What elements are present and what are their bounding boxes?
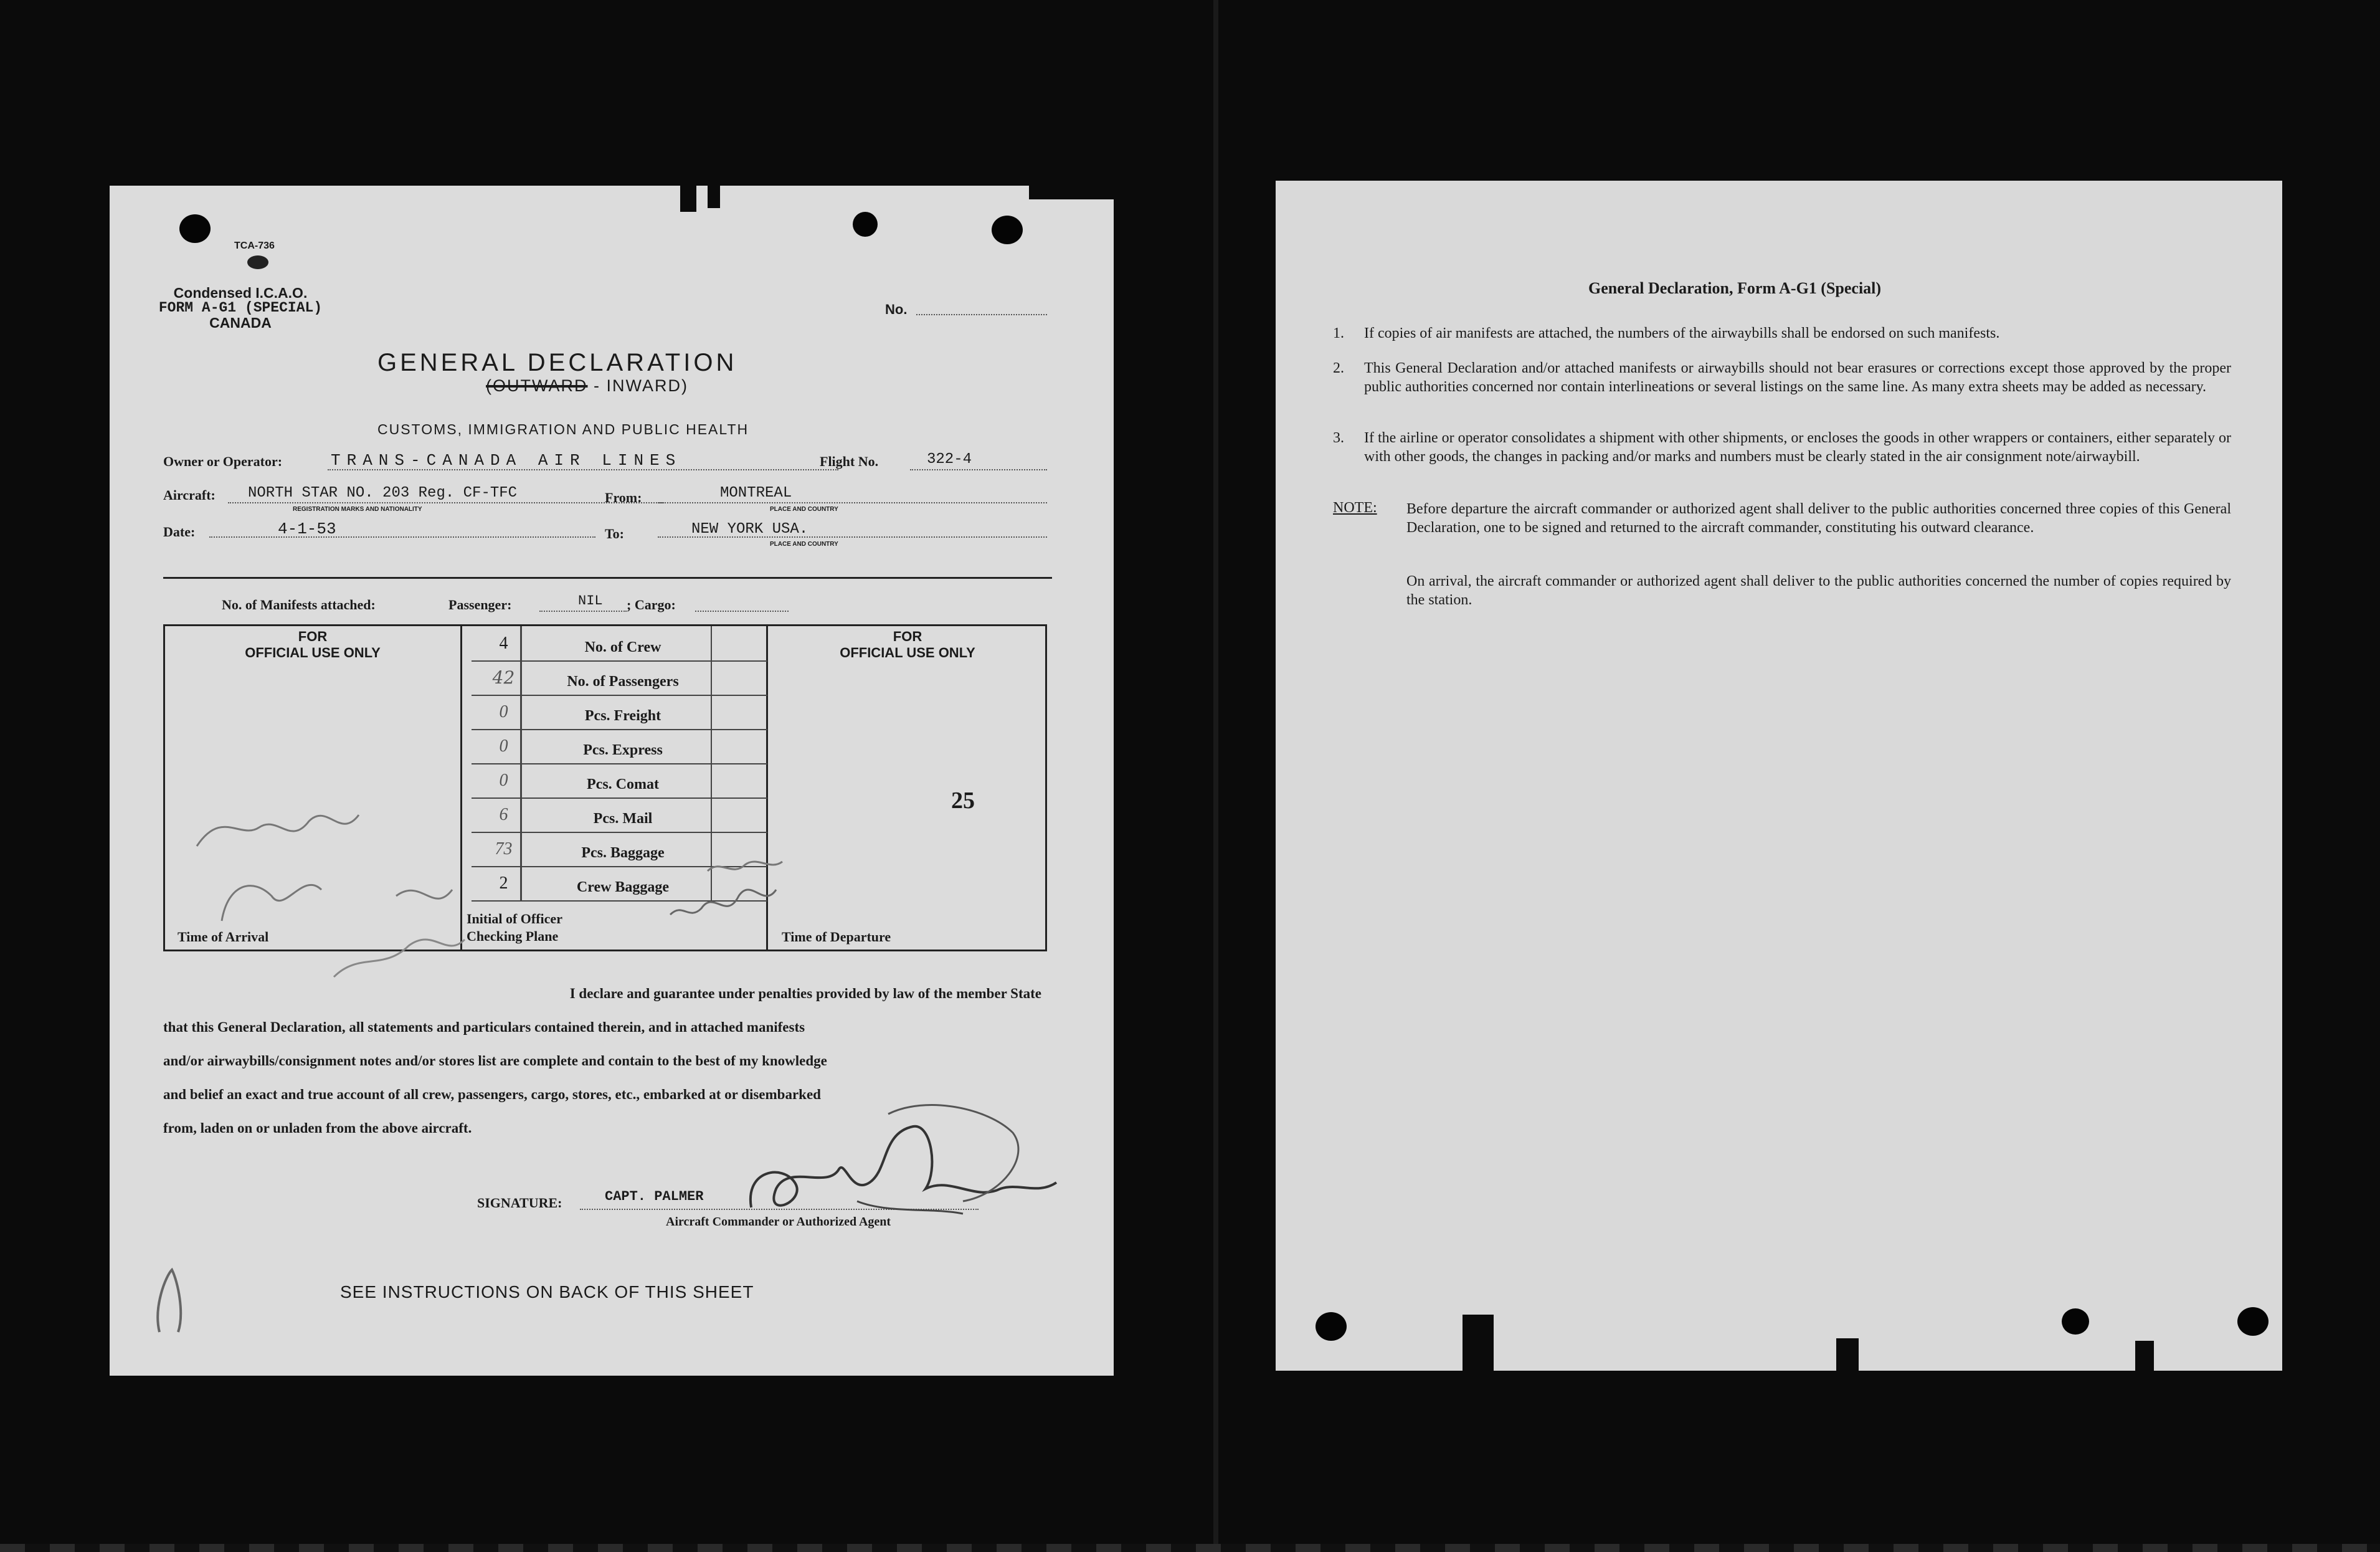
captain-signature — [726, 1095, 1075, 1232]
right-official-number: 25 — [951, 788, 975, 814]
instructions-title: General Declaration, Form A-G1 (Special) — [1588, 279, 1882, 297]
separator — [163, 577, 1052, 579]
to-value: NEW YORK USA. — [691, 521, 808, 538]
punch-hole — [179, 214, 211, 243]
section-heading: CUSTOMS, IMMIGRATION AND PUBLIC HEALTH — [377, 421, 749, 437]
flight-value: 322-4 — [927, 451, 972, 468]
flight-label: Flight No. — [820, 454, 879, 469]
official-use-right: FOR OFFICIAL USE ONLY — [840, 629, 975, 660]
from-label: From: — [605, 490, 642, 505]
declaration-line-4: and belief an exact and true account of all crew, passengers, cargo, stores, etc., embarked at or disembarked — [163, 1087, 821, 1102]
declaration-line-5: from, laden on or unladen from the above aircraft. — [163, 1120, 472, 1136]
owner-label: Owner or Operator: — [163, 454, 283, 469]
passenger-value: NIL — [578, 593, 603, 609]
torn-edge — [1463, 1315, 1494, 1371]
from-value: MONTREAL — [720, 485, 792, 502]
note-label: NOTE: — [1333, 500, 1377, 516]
instruction-item-3: 3. If the airline or operator consolidates a shipment with other shipments, or encloses the goods in other wrappers or containers, either separately or with other goods, the changes in packing and/or marks and numbers must be clearly stated in the air consignment note/airwaybill. — [1333, 430, 2231, 465]
declaration-line-3: and/or airwaybills/consignment notes and/or stores list are complete and contain to the best of my knowledge — [163, 1053, 827, 1069]
punch-hole — [853, 212, 878, 237]
declaration-line-1: I declare and guarantee under penalties provided by law of the member State — [569, 986, 1041, 1001]
count-row-baggage: 73 Pcs. Baggage — [495, 839, 665, 861]
outward-struck: (OUTWARD — [486, 376, 588, 395]
torn-edge — [680, 186, 696, 212]
no-label: No. — [885, 302, 908, 317]
count-row-mail: 6 Pcs. Mail — [499, 805, 653, 827]
punch-hole — [2237, 1307, 2269, 1336]
officer-initial-label: Initial of Officer Checking Plane — [467, 911, 562, 944]
aircraft-caption: REGISTRATION MARKS AND NATIONALITY — [293, 506, 422, 513]
time-of-departure-label: Time of Departure — [782, 929, 891, 945]
film-edge — [0, 1544, 2380, 1552]
owner-value: TRANS-CANADA AIR LINES — [331, 451, 682, 470]
torn-edge — [1029, 186, 1114, 199]
to-caption: PLACE AND COUNTRY — [770, 541, 838, 548]
punch-hole — [992, 216, 1023, 244]
officer-initials-handwriting — [664, 852, 789, 940]
manifests-label: No. of Manifests attached: — [222, 597, 376, 612]
passenger-label: Passenger: — [448, 597, 512, 612]
punch-hole — [1316, 1312, 1347, 1341]
note-text-arrival: On arrival, the aircraft commander or authorized agent shall deliver to the public authorities concerned the number of copies required by the station. — [1406, 573, 2231, 608]
aircraft-value: NORTH STAR NO. 203 Reg. CF-TFC — [248, 485, 518, 502]
date-value: 4-1-53 — [278, 520, 336, 538]
instruction-item-1: 1. If copies of air manifests are attached, the numbers of the airwaybills shall be endorsed on such manifests. — [1333, 325, 2000, 341]
declaration-line-2: that this General Declaration, all statements and particulars contained therein, and in attached manifests — [163, 1019, 805, 1035]
to-label: To: — [605, 526, 624, 541]
cargo-label: ; Cargo: — [627, 597, 676, 612]
count-row-crew: 4 No. of Crew — [499, 634, 661, 655]
note-text: Before departure the aircraft commander or authorized agent shall deliver to the public authorities concerned three copies of this General Declaration, one to be signed and returned to the aircraft commander, constituting his outward clearance. — [1406, 501, 2231, 536]
form-title: GENERAL DECLARATION — [377, 349, 737, 376]
handwritten-notations — [184, 771, 571, 996]
aircraft-label: Aircraft: — [163, 487, 216, 503]
signature-label: SIGNATURE: — [477, 1195, 562, 1211]
punch-hole — [2062, 1308, 2089, 1335]
torn-edge — [2135, 1341, 2154, 1371]
instruction-item-2: 2. This General Declaration and/or attached manifests or airwaybills should not bear erasures or corrections except those approved by the proper public authorities concerned nor contain interlineations or several listings on the same line. As many extra sheets may be added as necessary. — [1333, 360, 2231, 395]
date-label: Date: — [163, 524, 196, 540]
signature-value: CAPT. PALMER — [605, 1189, 704, 1204]
count-row-freight: 0 Pcs. Freight — [499, 702, 661, 724]
form-header: Condensed I.C.A.O. FORM A-G1 (SPECIAL) CANADA — [158, 285, 323, 331]
from-caption: PLACE AND COUNTRY — [770, 506, 838, 513]
torn-edge — [1836, 1338, 1859, 1371]
count-row-crew-baggage: 2 Crew Baggage — [499, 874, 670, 895]
scan-divider — [1213, 0, 1218, 1552]
handwritten-mark — [147, 1264, 197, 1338]
instructions-footer: SEE INSTRUCTIONS ON BACK OF THIS SHEET — [340, 1282, 754, 1302]
count-row-comat: 0 Pcs. Comat — [499, 771, 659, 793]
tca-logo-icon — [247, 255, 268, 269]
form-instructions-back — [1276, 181, 2282, 1371]
time-of-arrival-label: Time of Arrival — [178, 929, 269, 945]
general-declaration-form — [110, 186, 1114, 1376]
count-row-passengers: 42 No. of Passengers — [492, 667, 679, 690]
form-code: TCA-736 — [234, 240, 275, 251]
count-row-express: 0 Pcs. Express — [499, 736, 663, 758]
official-use-left: FOR OFFICIAL USE ONLY — [245, 629, 381, 660]
form-direction: (OUTWARD - INWARD) — [486, 376, 688, 395]
signature-caption: Aircraft Commander or Authorized Agent — [666, 1215, 891, 1229]
torn-edge — [708, 186, 720, 208]
